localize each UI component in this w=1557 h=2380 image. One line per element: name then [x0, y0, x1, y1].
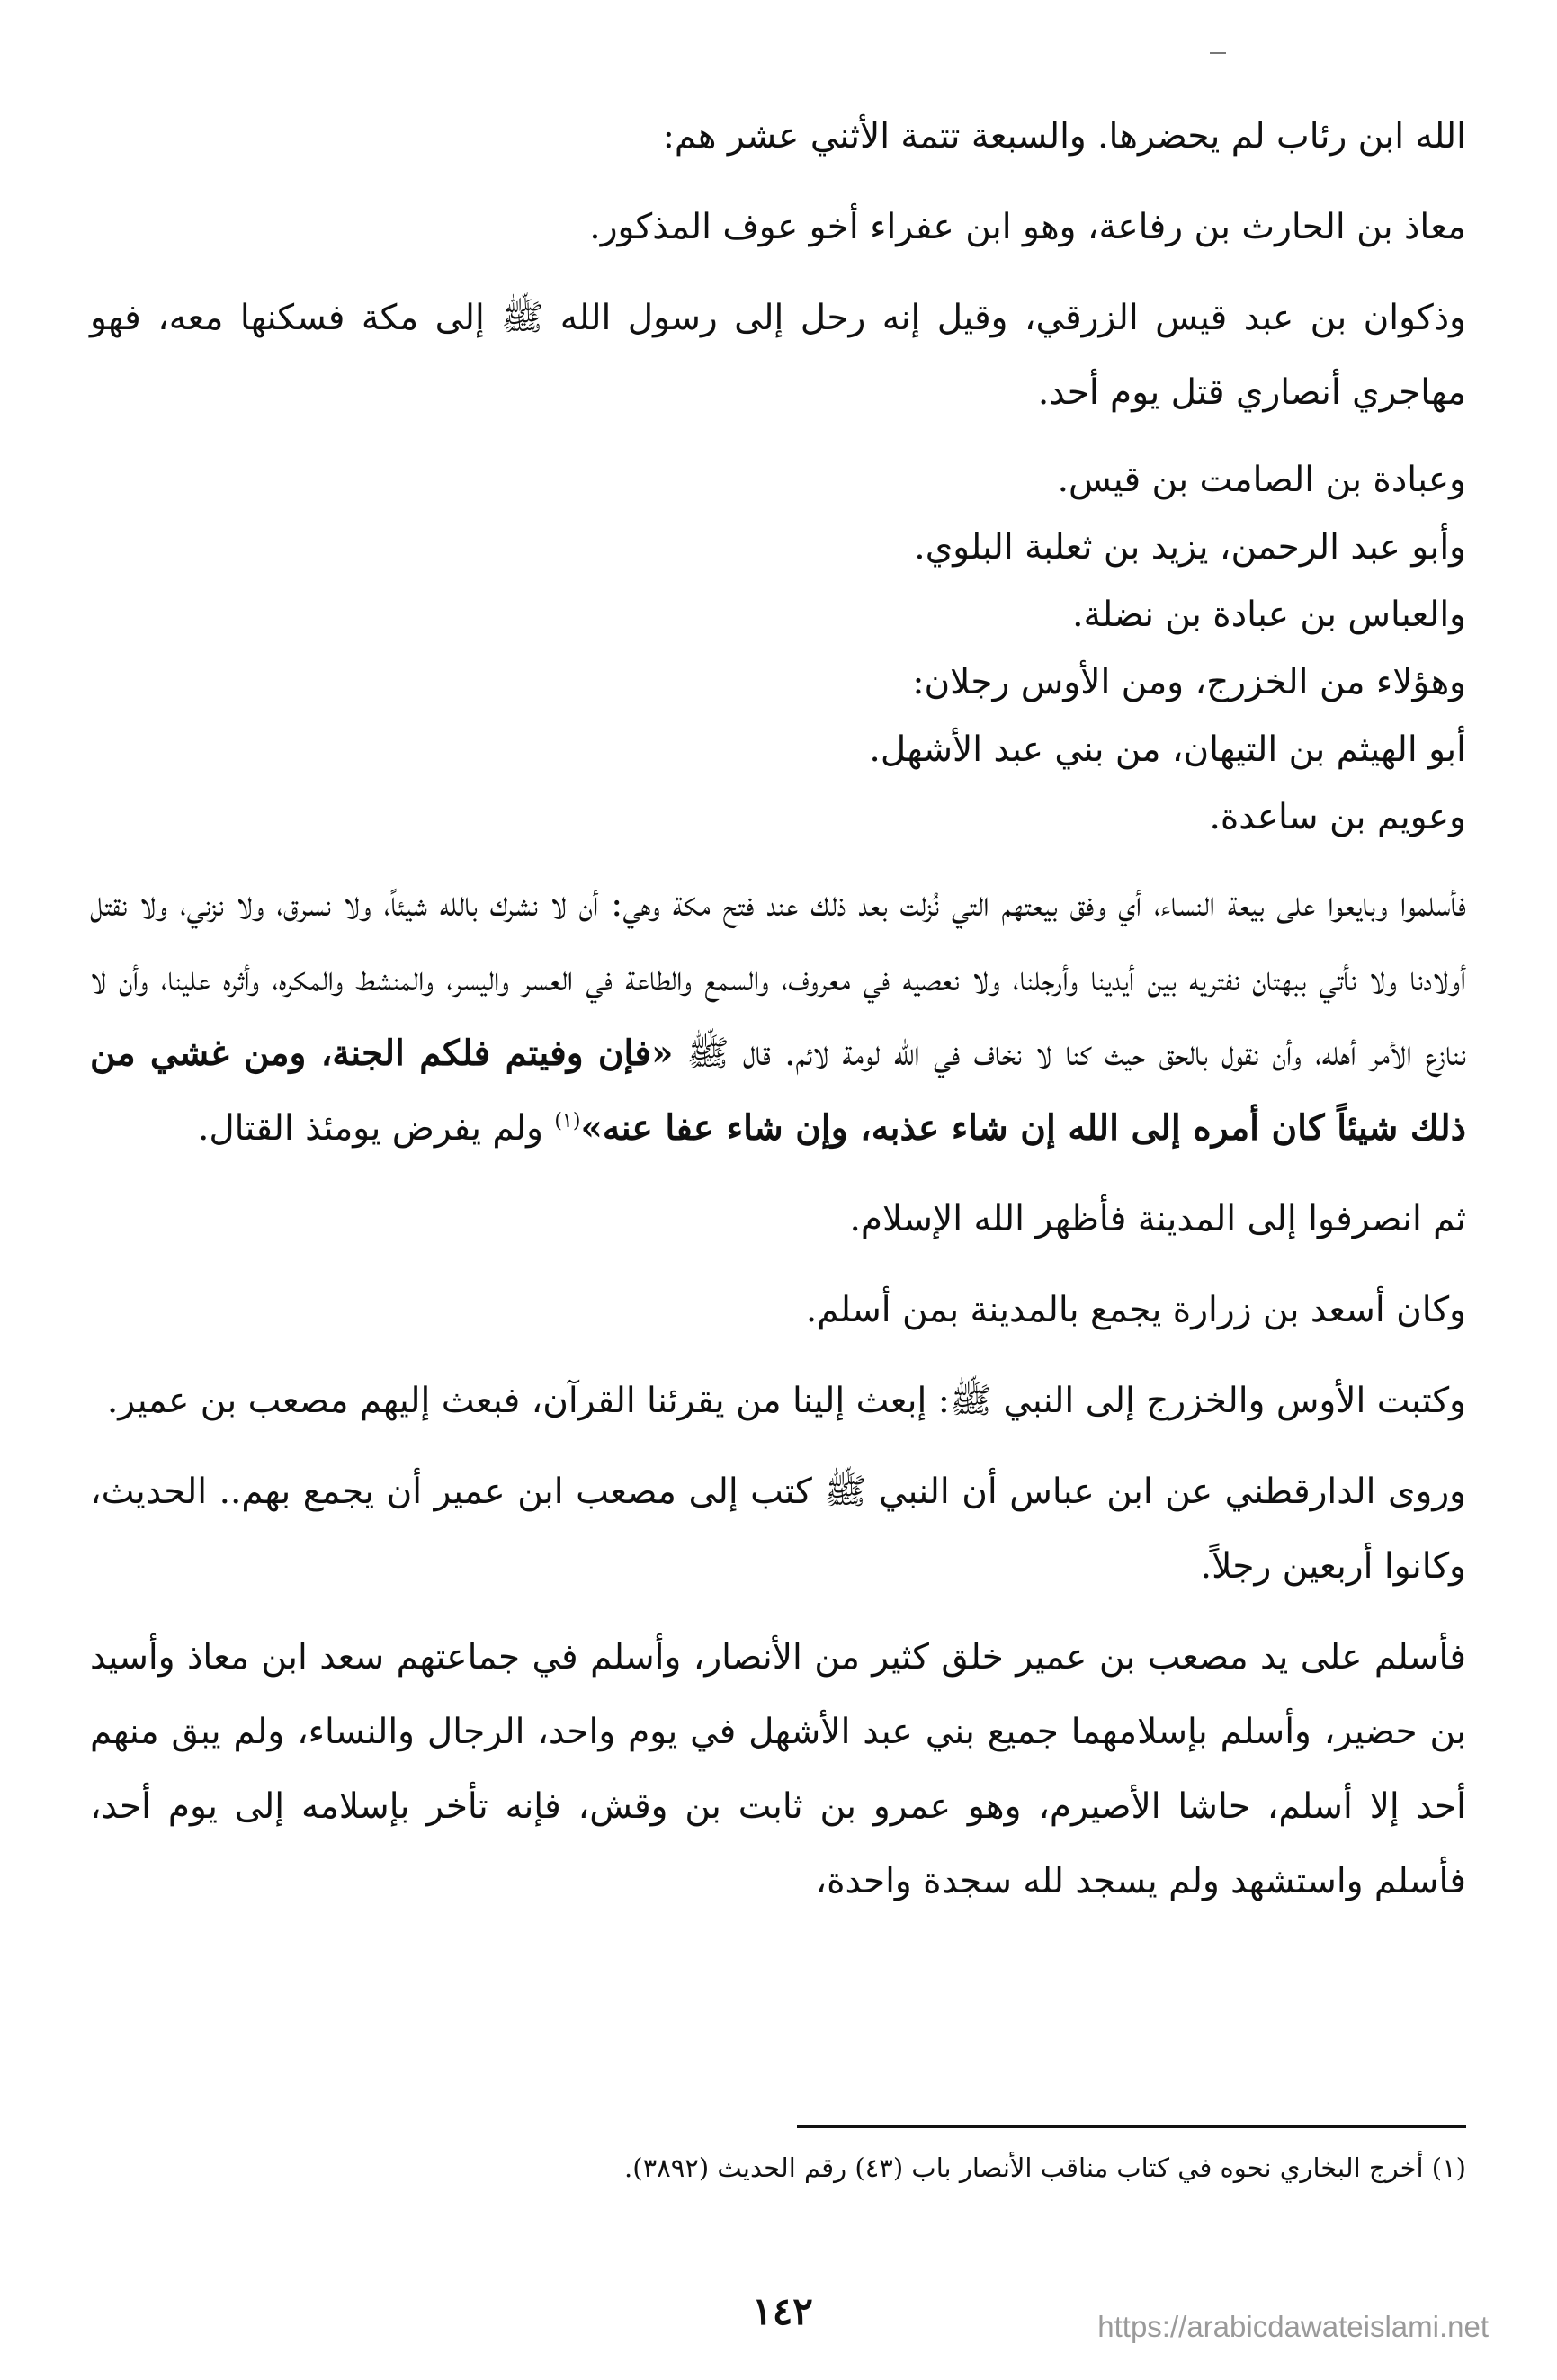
paragraph-daraqutni: وروى الدارقطني عن ابن عباس أن النبي ﷺ كتب إلى مصعب ابن عمير أن يجمع بهم.. الحديث، وكانوا أربعين رجلاً.: [90, 1472, 1466, 1587]
bayah-lead: فأسلموا وبايعوا على بيعة النساء، أي وفق بيعتهم التي نُزلت بعد ذلك عند فتح مكة وهي: أن لا نشرك بالله شيئاً، ولا نسرق، ولا نزني، ولا نقتل أولادنا ولا نأتي ببهتان نفتريه بين أيدينا وأرجلنا، ولا نعصيه في معروف، والسمع والطاعة في العسر واليسر، والمنشط والمكره، وأثره علينا، وأن لا ننازع الأمر أهله، وأن نقول بالحق حيث كنا لا نخاف في الله لومة لائم. قال ﷺ: [90, 884, 1466, 1074]
main-text: [90, 99, 1466, 1919]
names-list: [90, 446, 1466, 851]
hadith-quote: «فإن وفيتم فلكم الجنة، ومن غشي من ذلك شيئاً كان أمره إلى الله إن شاء عذبه، وإن شاء عفا عنه»: [90, 1033, 1466, 1149]
footnote: (١) أخرج البخاري نحوه في كتاب مناقب الأنصار باب (٤٣) رقم الحديث (٣٨٩٢).: [624, 2152, 1466, 2183]
page-number: ١٤٢: [752, 2289, 813, 2333]
footnote-divider: [797, 2125, 1466, 2128]
footnote-ref[interactable]: (١): [554, 1110, 581, 1132]
watermark-url: https://arabicdawateislami.net: [1097, 2310, 1489, 2343]
paragraph-conversion: فأسلم على يد مصعب بن عمير خلق كثير من الأنصار، وأسلم في جماعتهم سعد ابن معاذ وأسيد بن حضير، وأسلم بإسلامهما جميع بني عبد الأشهل في يوم واحد، الرجال والنساء، ولم يبق منهم أحد إلا أسلم، حاشا الأصيرم، وهو عمرو بن ثابت بن وقش، فإنه تأخر بإسلامه إلى يوم أحد، فأسلم واستشهد ولم يسجد لله سجدة واحدة،: [90, 1637, 1466, 1901]
paragraph-dhakwan: وذكوان بن عبد قيس الزرقي، وقيل إنه رحل إلى رسول الله ﷺ إلى مكة فسكنها معه، فهو مهاجري أنصاري قتل يوم أحد.: [90, 298, 1466, 413]
paragraph-asad: وكان أسعد بن زرارة يجمع بالمدينة بمن أسلم.: [805, 1290, 1466, 1330]
paragraph-intro: الله ابن رئاب لم يحضرها. والسبعة تتمة الأثني عشر هم:: [662, 116, 1466, 157]
paragraph-return: ثم انصرفوا إلى المدينة فأظهر الله الإسلام.: [849, 1199, 1466, 1239]
scan-mark: [1210, 52, 1226, 54]
list-item: وعبادة بن الصامت بن قيس.: [1057, 460, 1466, 500]
list-item: وأبو عبد الرحمن، يزيد بن ثعلبة البلوي.: [914, 527, 1466, 568]
list-item: وعويم بن ساعدة.: [1209, 797, 1466, 837]
list-item: وهؤلاء من الخزرج، ومن الأوس رجلان:: [912, 662, 1466, 702]
list-item: والعباس بن عبادة بن نضلة.: [1072, 595, 1466, 635]
bayah-tail: ولم يفرض يومئذ القتال.: [197, 1108, 555, 1149]
paragraph-muadh: معاذ بن الحارث بن رفاعة، وهو ابن عفراء أخو عوف المذكور.: [589, 207, 1466, 247]
paragraph-letter: وكتبت الأوس والخزرج إلى النبي ﷺ: إبعث إلينا من يقرئنا القرآن، فبعث إليهم مصعب بن عمير.: [106, 1381, 1466, 1421]
paragraph-bayah: [90, 867, 1466, 1166]
list-item: أبو الهيثم بن التيهان، من بني عبد الأشهل.: [869, 729, 1466, 770]
